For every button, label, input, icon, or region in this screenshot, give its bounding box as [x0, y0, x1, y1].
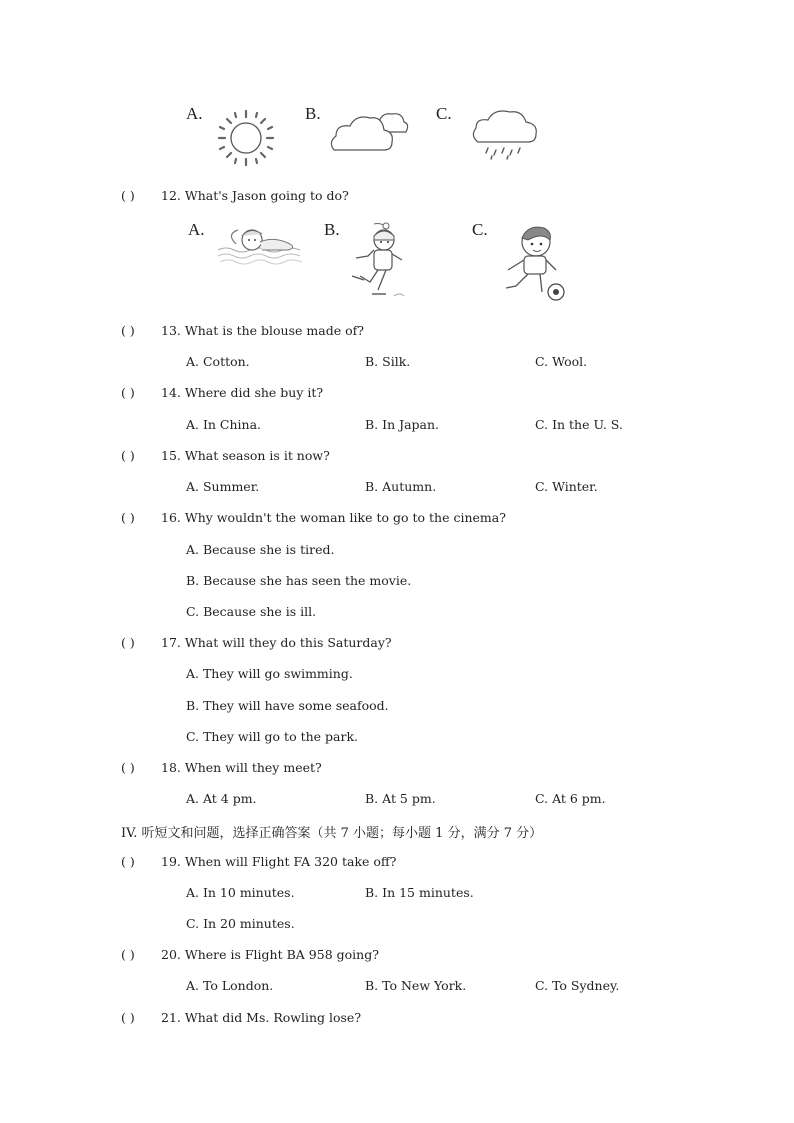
q19-option-a[interactable]: A. In 10 minutes.: [186, 885, 295, 900]
q20-answer-bracket[interactable]: ( ): [121, 947, 135, 962]
q12-option-a-letter: A.: [188, 220, 205, 239]
q12-option-b-letter: B.: [324, 220, 340, 239]
q20-option-b[interactable]: B. To New York.: [365, 978, 467, 993]
q16-option-a[interactable]: A. Because she is tired.: [186, 542, 335, 557]
q17-option-a[interactable]: A. They will go swimming.: [186, 666, 353, 681]
q21-question: 21. What did Ms. Rowling lose?: [161, 1010, 362, 1025]
q16-option-b[interactable]: B. Because she has seen the movie.: [186, 573, 412, 588]
rain-cloud-icon: [470, 108, 540, 162]
q20-option-c[interactable]: C. To Sydney.: [535, 978, 620, 993]
q14-answer-bracket[interactable]: ( ): [121, 385, 135, 400]
q13-option-a[interactable]: A. Cotton.: [186, 354, 250, 369]
q15-option-b[interactable]: B. Autumn.: [365, 479, 437, 494]
q16-option-c[interactable]: C. Because she is ill.: [186, 604, 317, 619]
q14-question: 14. Where did she buy it?: [161, 385, 324, 400]
q17-option-c[interactable]: C. They will go to the park.: [186, 729, 358, 744]
q13-option-c[interactable]: C. Wool.: [535, 354, 588, 369]
q12-question: 12. What's Jason going to do?: [161, 188, 349, 203]
q17-answer-bracket[interactable]: ( ): [121, 635, 135, 650]
q18-answer-bracket[interactable]: ( ): [121, 760, 135, 775]
q12-answer-bracket[interactable]: ( ): [121, 188, 135, 203]
q11-option-b-letter: B.: [305, 104, 321, 123]
q20-option-a[interactable]: A. To London.: [186, 978, 274, 993]
swimming-boy-icon: [216, 222, 304, 272]
q17-question: 17. What will they do this Saturday?: [161, 635, 392, 650]
q18-question: 18. When will they meet?: [161, 760, 322, 775]
q19-answer-bracket[interactable]: ( ): [121, 854, 135, 869]
section-iv-heading: IV. 听短文和问题，选择正确答案（共 7 小题；每小题 1 分，满分 7 分）: [121, 826, 543, 841]
q15-option-a[interactable]: A. Summer.: [186, 479, 260, 494]
q11-option-c-letter: C.: [436, 104, 452, 123]
q16-answer-bracket[interactable]: ( ): [121, 510, 135, 525]
skating-boy-icon: [344, 220, 408, 302]
q14-option-c[interactable]: C. In the U. S.: [535, 417, 623, 432]
q13-option-b[interactable]: B. Silk.: [365, 354, 411, 369]
q18-option-b[interactable]: B. At 5 pm.: [365, 791, 436, 806]
q14-option-a[interactable]: A. In China.: [186, 417, 262, 432]
q13-answer-bracket[interactable]: ( ): [121, 323, 135, 338]
cloud-icon: [328, 106, 410, 154]
q19-question: 19. When will Flight FA 320 take off?: [161, 854, 397, 869]
q13-question: 13. What is the blouse made of?: [161, 323, 364, 338]
q17-option-b[interactable]: B. They will have some seafood.: [186, 698, 389, 713]
q15-answer-bracket[interactable]: ( ): [121, 448, 135, 463]
q20-question: 20. Where is Flight BA 958 going?: [161, 947, 379, 962]
q12-option-c-letter: C.: [472, 220, 488, 239]
q18-option-a[interactable]: A. At 4 pm.: [186, 791, 257, 806]
sun-icon: [214, 108, 278, 170]
q15-option-c[interactable]: C. Winter.: [535, 479, 598, 494]
q21-answer-bracket[interactable]: ( ): [121, 1010, 135, 1025]
q19-option-b[interactable]: B. In 15 minutes.: [365, 885, 474, 900]
q18-option-c[interactable]: C. At 6 pm.: [535, 791, 606, 806]
football-boy-icon: [498, 222, 572, 304]
q16-question: 16. Why wouldn't the woman like to go to the cinema?: [161, 510, 506, 525]
q19-option-c[interactable]: C. In 20 minutes.: [186, 916, 295, 931]
q15-question: 15. What season is it now?: [161, 448, 330, 463]
q14-option-b[interactable]: B. In Japan.: [365, 417, 440, 432]
q11-option-a-letter: A.: [186, 104, 203, 123]
